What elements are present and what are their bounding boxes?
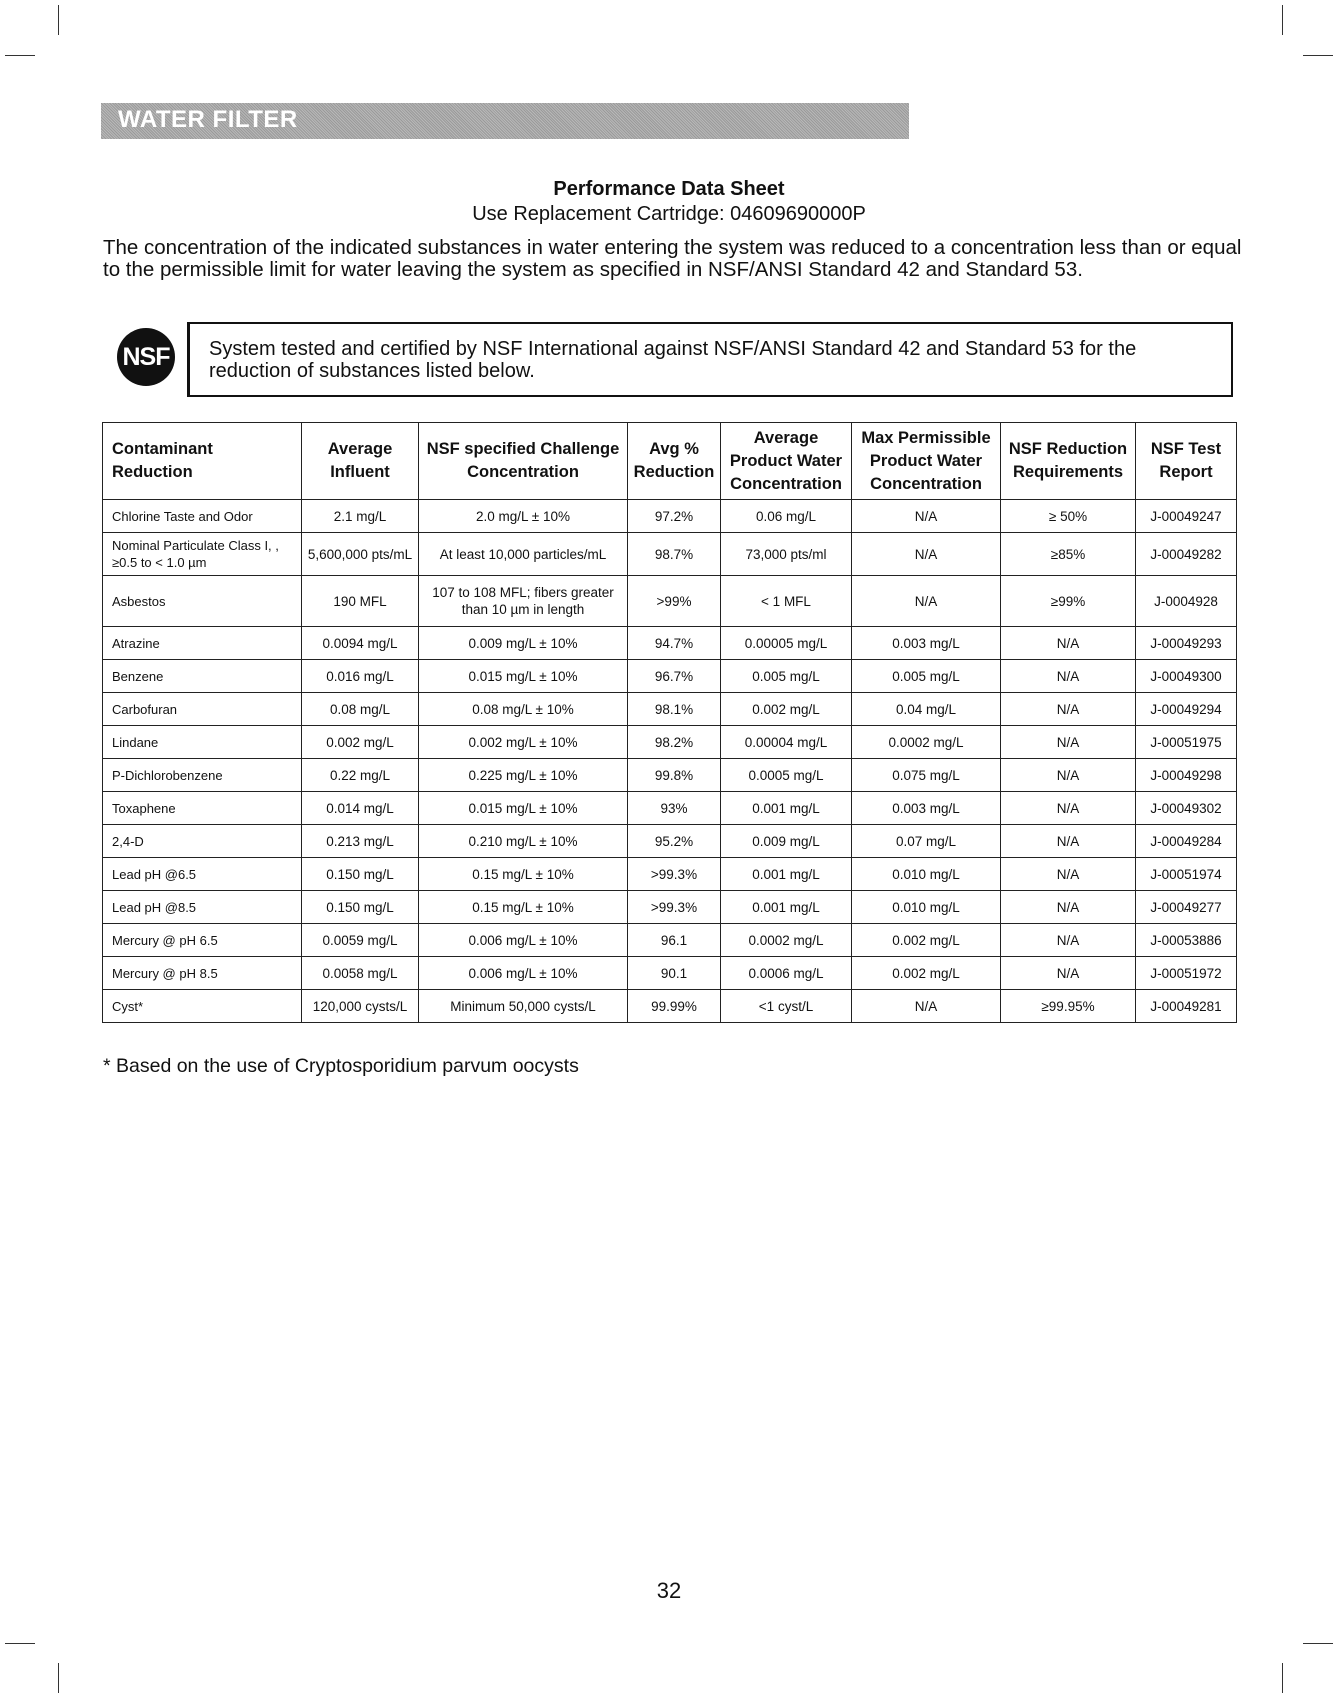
table-cell: 0.002 mg/L [852, 924, 1001, 957]
table-cell: 107 to 108 MFL; fibers greater than 10 µm in length [419, 576, 628, 627]
table-cell: Mercury @ pH 8.5 [103, 957, 302, 990]
table-cell: 99.99% [628, 990, 721, 1023]
table-cell: <1 cyst/L [721, 990, 852, 1023]
table-cell: J-00049298 [1136, 759, 1237, 792]
section-header [101, 103, 909, 139]
certification-box [187, 322, 1233, 397]
table-cell: Lead pH @8.5 [103, 891, 302, 924]
table-cell: 0.016 mg/L [302, 660, 419, 693]
table-cell: 0.002 mg/L [721, 693, 852, 726]
table-row [103, 825, 1237, 858]
table-cell: 0.005 mg/L [852, 660, 1001, 693]
table-cell: 0.0059 mg/L [302, 924, 419, 957]
table-cell: J-00049281 [1136, 990, 1237, 1023]
table-cell: 98.7% [628, 533, 721, 576]
table-cell: J-00049284 [1136, 825, 1237, 858]
table-cell: N/A [852, 576, 1001, 627]
table-cell: 2.0 mg/L ± 10% [419, 500, 628, 533]
table-cell: 94.7% [628, 627, 721, 660]
page-subtitle: Use Replacement Cartridge: 04609690000P [472, 203, 866, 225]
table-cell: 0.150 mg/L [302, 891, 419, 924]
table-cell: J-00049302 [1136, 792, 1237, 825]
table-cell: 0.009 mg/L ± 10% [419, 627, 628, 660]
table-cell: 5,600,000 pts/mL [302, 533, 419, 576]
table-cell: 0.213 mg/L [302, 825, 419, 858]
table-cell: Asbestos [103, 576, 302, 627]
column-header: Average Influent [302, 423, 419, 500]
table-cell: 0.015 mg/L ± 10% [419, 660, 628, 693]
table-cell: >99.3% [628, 858, 721, 891]
table-cell: 0.002 mg/L ± 10% [419, 726, 628, 759]
crop-mark [1303, 55, 1333, 56]
table-cell: N/A [1001, 825, 1136, 858]
table-cell: Cyst* [103, 990, 302, 1023]
table-cell: 0.003 mg/L [852, 792, 1001, 825]
table-cell: 0.006 mg/L ± 10% [419, 924, 628, 957]
table-cell: ≥99.95% [1001, 990, 1136, 1023]
table-cell: 0.15 mg/L ± 10% [419, 891, 628, 924]
table-cell: 98.2% [628, 726, 721, 759]
table-cell: 0.150 mg/L [302, 858, 419, 891]
crop-mark [5, 1643, 35, 1644]
table-cell: At least 10,000 particles/mL [419, 533, 628, 576]
table-cell: 0.010 mg/L [852, 891, 1001, 924]
table-cell: J-00049282 [1136, 533, 1237, 576]
table-cell: Mercury @ pH 6.5 [103, 924, 302, 957]
table-cell: N/A [852, 533, 1001, 576]
table-row [103, 858, 1237, 891]
table-cell: N/A [1001, 891, 1136, 924]
table-row [103, 576, 1237, 627]
table-cell: Toxaphene [103, 792, 302, 825]
table-cell: J-00051975 [1136, 726, 1237, 759]
table-cell: 0.014 mg/L [302, 792, 419, 825]
table-row [103, 990, 1237, 1023]
table-cell: 0.001 mg/L [721, 858, 852, 891]
table-cell: Lindane [103, 726, 302, 759]
table-cell: 0.0002 mg/L [721, 924, 852, 957]
table-cell: 2.1 mg/L [302, 500, 419, 533]
table-cell: Chlorine Taste and Odor [103, 500, 302, 533]
table-cell: Benzene [103, 660, 302, 693]
table-cell: N/A [1001, 957, 1136, 990]
page-title: Performance Data Sheet [553, 178, 785, 200]
table-cell: 0.0006 mg/L [721, 957, 852, 990]
table-cell: J-00053886 [1136, 924, 1237, 957]
table-cell: 73,000 pts/ml [721, 533, 852, 576]
table-cell: J-00051974 [1136, 858, 1237, 891]
table-cell: 0.08 mg/L [302, 693, 419, 726]
table-header-row [103, 423, 1237, 500]
table-cell: 0.015 mg/L ± 10% [419, 792, 628, 825]
table-row [103, 500, 1237, 533]
column-header: NSF Test Report [1136, 423, 1237, 500]
table-cell: 96.7% [628, 660, 721, 693]
performance-table [102, 422, 1237, 1023]
table-cell: 120,000 cysts/L [302, 990, 419, 1023]
column-header: Average Product Water Concentration [721, 423, 852, 500]
table-cell: 0.001 mg/L [721, 792, 852, 825]
table-cell: P-Dichlorobenzene [103, 759, 302, 792]
table-cell: 93% [628, 792, 721, 825]
table-cell: 0.003 mg/L [852, 627, 1001, 660]
table-cell: ≥99% [1001, 576, 1136, 627]
table-cell: J-00049277 [1136, 891, 1237, 924]
table-cell: 0.005 mg/L [721, 660, 852, 693]
table-cell: 0.08 mg/L ± 10% [419, 693, 628, 726]
table-row [103, 693, 1237, 726]
table-cell: N/A [1001, 792, 1136, 825]
table-row [103, 957, 1237, 990]
table-cell: 0.0058 mg/L [302, 957, 419, 990]
intro-paragraph: The concentration of the indicated substances in water entering the system was reduced to a concentration less than or equal to the permissible limit for water leaving the system as specified in NSF/ANSI Standard 42 and Standard 53. [103, 236, 1242, 281]
page-number: 32 [656, 1578, 682, 1603]
table-cell: 0.002 mg/L [302, 726, 419, 759]
table-cell: 2,4-D [103, 825, 302, 858]
table-cell: 0.0002 mg/L [852, 726, 1001, 759]
table-row [103, 533, 1237, 576]
table-cell: 95.2% [628, 825, 721, 858]
column-header: NSF specified Challenge Concentration [419, 423, 628, 500]
table-cell: J-00051972 [1136, 957, 1237, 990]
crop-mark [1282, 1663, 1283, 1693]
table-cell: 0.009 mg/L [721, 825, 852, 858]
table-cell: 0.15 mg/L ± 10% [419, 858, 628, 891]
table-row [103, 726, 1237, 759]
table-cell: 0.0094 mg/L [302, 627, 419, 660]
table-cell: N/A [1001, 693, 1136, 726]
table-cell: N/A [1001, 627, 1136, 660]
table-cell: 0.010 mg/L [852, 858, 1001, 891]
table-cell: 0.225 mg/L ± 10% [419, 759, 628, 792]
table-row [103, 660, 1237, 693]
table-cell: 0.001 mg/L [721, 891, 852, 924]
column-header: NSF Reduction Requirements [1001, 423, 1136, 500]
table-cell: 0.22 mg/L [302, 759, 419, 792]
crop-mark [58, 5, 59, 35]
table-row [103, 759, 1237, 792]
table-cell: N/A [1001, 726, 1136, 759]
table-cell: 98.1% [628, 693, 721, 726]
table-cell: 0.04 mg/L [852, 693, 1001, 726]
nsf-logo: NSF [117, 328, 175, 386]
table-cell: 0.07 mg/L [852, 825, 1001, 858]
table-cell: J-00049300 [1136, 660, 1237, 693]
table-cell: 0.002 mg/L [852, 957, 1001, 990]
table-cell: Carbofuran [103, 693, 302, 726]
section-header-label: WATER FILTER [118, 106, 298, 133]
table-cell: ≥ 50% [1001, 500, 1136, 533]
table-cell: Minimum 50,000 cysts/L [419, 990, 628, 1023]
table-cell: J-00049294 [1136, 693, 1237, 726]
table-cell: N/A [852, 500, 1001, 533]
table-cell: Nominal Particulate Class I, , ≥0.5 to < 1.0 µm [103, 533, 302, 576]
crop-mark [58, 1663, 59, 1693]
table-row [103, 924, 1237, 957]
table-cell: N/A [1001, 660, 1136, 693]
certification-text: System tested and certified by NSF International against NSF/ANSI Standard 42 and Standard 53 for the reduction of substances listed below. [209, 338, 1137, 382]
table-cell: J-0004928 [1136, 576, 1237, 627]
table-cell: 0.006 mg/L ± 10% [419, 957, 628, 990]
table-cell: >99% [628, 576, 721, 627]
table-cell: 0.0005 mg/L [721, 759, 852, 792]
crop-mark [1282, 5, 1283, 35]
column-header: Avg % Reduction [628, 423, 721, 500]
table-cell: 99.8% [628, 759, 721, 792]
table-cell: Lead pH @6.5 [103, 858, 302, 891]
table-cell: J-00049293 [1136, 627, 1237, 660]
table-cell: 190 MFL [302, 576, 419, 627]
column-header: Max Permissible Product Water Concentration [852, 423, 1001, 500]
table-cell: Atrazine [103, 627, 302, 660]
table-body [103, 500, 1237, 1023]
table-cell: 0.06 mg/L [721, 500, 852, 533]
table-cell: < 1 MFL [721, 576, 852, 627]
table-cell: N/A [1001, 924, 1136, 957]
column-header: Contaminant Reduction [103, 423, 302, 500]
table-cell: 0.00005 mg/L [721, 627, 852, 660]
table-cell: 0.210 mg/L ± 10% [419, 825, 628, 858]
table-cell: >99.3% [628, 891, 721, 924]
table-cell: 0.075 mg/L [852, 759, 1001, 792]
crop-mark [1303, 1643, 1333, 1644]
table-cell: 96.1 [628, 924, 721, 957]
table-row [103, 627, 1237, 660]
table-cell: N/A [1001, 858, 1136, 891]
footnote: * Based on the use of Cryptosporidium parvum oocysts [103, 1055, 579, 1077]
table-row [103, 792, 1237, 825]
table-cell: 97.2% [628, 500, 721, 533]
table-cell: ≥85% [1001, 533, 1136, 576]
table-cell: N/A [1001, 759, 1136, 792]
crop-mark [5, 55, 35, 56]
table-cell: 0.00004 mg/L [721, 726, 852, 759]
table-cell: N/A [852, 990, 1001, 1023]
table-row [103, 891, 1237, 924]
table-cell: J-00049247 [1136, 500, 1237, 533]
table-cell: 90.1 [628, 957, 721, 990]
